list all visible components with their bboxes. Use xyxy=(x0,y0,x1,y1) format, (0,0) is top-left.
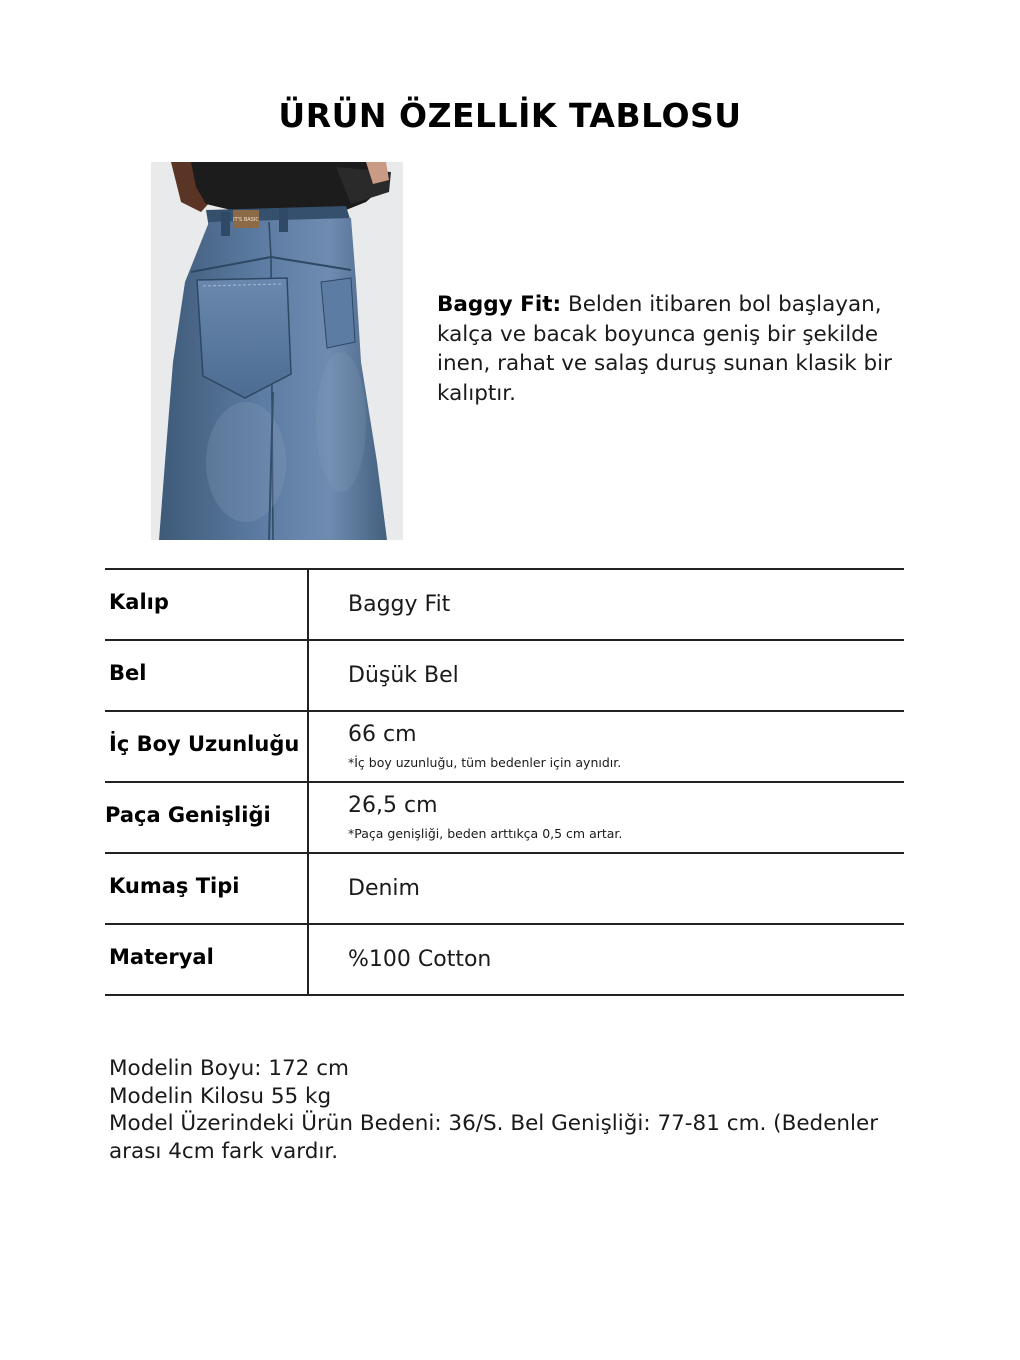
jeans-label-text: IT'S BASIC xyxy=(233,217,259,223)
model-size: Model Üzerindeki Ürün Bedeni: 36/S. Bel Genişliği: 77-81 cm. (Bedenler arası 4cm fark vardır. xyxy=(109,1111,879,1164)
spec-value: Düşük Bel xyxy=(348,663,459,688)
spec-row-kalip xyxy=(105,570,904,641)
spec-row-materyal xyxy=(105,925,904,996)
spec-note: *İç boy uzunluğu, tüm bedenler için aynıdır. xyxy=(348,755,622,770)
page-title: ÜRÜN ÖZELLİK TABLOSU xyxy=(278,96,742,135)
fit-term: Baggy Fit: xyxy=(437,292,562,317)
column-divider xyxy=(307,641,309,710)
model-info xyxy=(109,1055,899,1165)
spec-value: 66 cm xyxy=(348,722,417,747)
spec-row-kumas xyxy=(105,854,904,925)
spec-value: Baggy Fit xyxy=(348,592,451,617)
spec-label: Kalıp xyxy=(109,590,169,614)
column-divider xyxy=(307,854,309,923)
spec-value: %100 Cotton xyxy=(348,947,492,972)
column-divider xyxy=(307,712,309,781)
spec-row-ic-boy xyxy=(105,712,904,783)
model-height: Modelin Boyu: 172 cm xyxy=(109,1056,349,1081)
spec-table xyxy=(105,568,904,996)
fit-description xyxy=(437,290,917,408)
spec-row-bel xyxy=(105,641,904,712)
spec-label: İç Boy Uzunluğu xyxy=(109,732,300,756)
baggy-jeans-image xyxy=(151,162,403,540)
spec-note: *Paça genişliği, beden arttıkça 0,5 cm artar. xyxy=(348,826,623,841)
model-weight: Modelin Kilosu 55 kg xyxy=(109,1083,332,1109)
spec-row-paca xyxy=(105,783,904,854)
spec-value: 26,5 cm xyxy=(348,793,438,818)
column-divider xyxy=(307,570,309,639)
column-divider xyxy=(307,925,309,994)
spec-label: Materyal xyxy=(109,945,214,969)
product-photo xyxy=(151,162,403,540)
column-divider xyxy=(307,783,309,852)
spec-label: Paça Genişliği xyxy=(105,803,271,827)
spec-label: Bel xyxy=(109,661,147,685)
spec-value: Denim xyxy=(348,876,420,901)
fit-description-text: Belden itibaren bol başlayan, kalça ve bacak boyunca geniş bir şekilde inen, rahat ve salaş duruş sunan klasik bir kalıptır. xyxy=(437,292,892,406)
spec-label: Kumaş Tipi xyxy=(109,874,240,898)
